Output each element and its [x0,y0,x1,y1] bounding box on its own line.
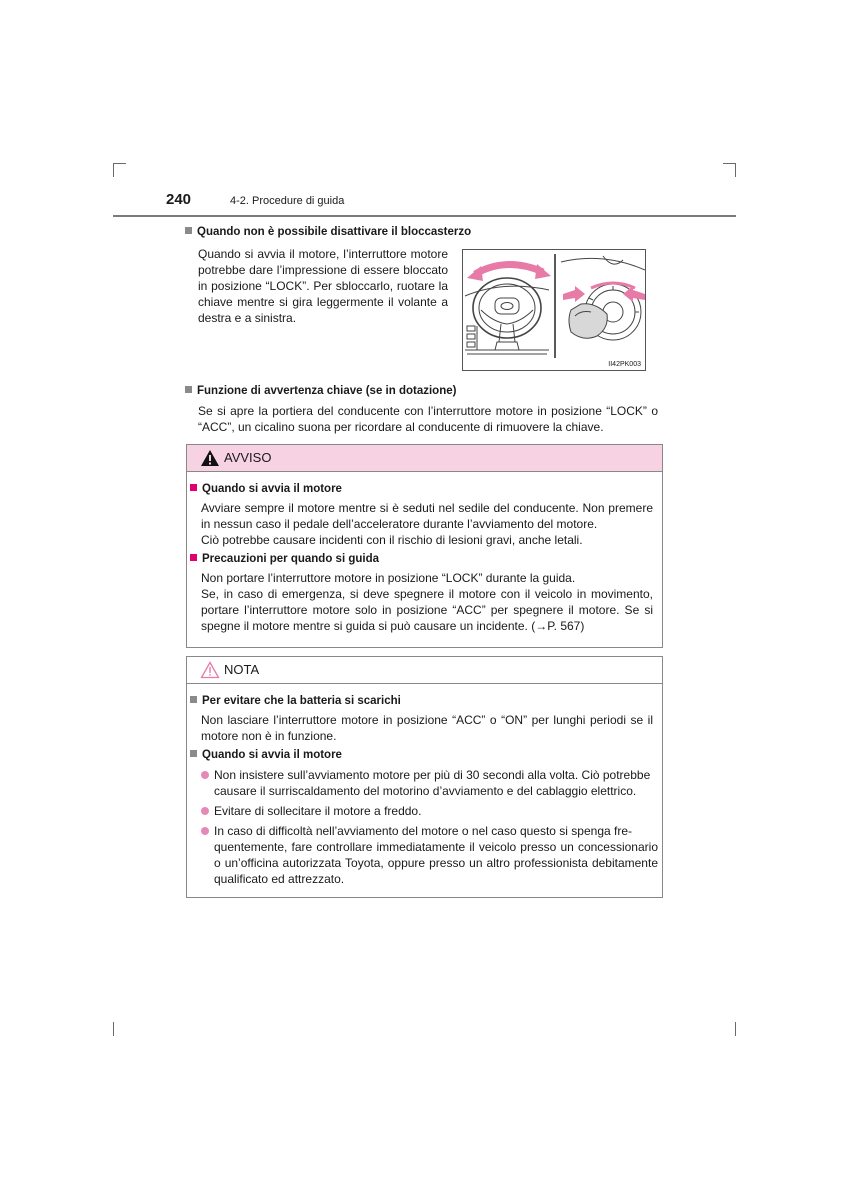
avviso-driving-line-4: spegne il motore mentre si guida si può causare un incidente. (→P. 567) [201,619,585,633]
magenta-square-marker [190,484,197,491]
avviso-driving-line-3: portare l’interruttore motore solo in posizione “ACC” per spegnere il motore. Se si [201,603,653,617]
nota-bullet-2-line-1 [201,803,421,819]
note-box-header [187,657,662,684]
avviso-driving-line-2: Se, in caso di emergenza, si deve spegnere il motore con il veicolo in movimento, [201,587,653,601]
pink-bullet-icon [201,807,209,815]
figure-code: II42PK003 [608,361,641,368]
nota-bullet-2-text: Evitare di sollecitare il motore a freddo. [214,804,422,818]
nota-bullet-1-text: Non insistere sull’avviamento motore per più di 30 secondi alla volta. Ciò potrebbe [214,768,651,782]
key-warning-line-1: Se si apre la portiera del conducente con l’interruttore motore in posizione “LOCK” o [198,404,658,418]
steering-key-drawing [463,250,646,371]
nota-bullet-3-text: In caso di difficoltà nell’avviamento del motore o nel caso questo si spenga fre- [214,824,633,838]
key-warning-heading [185,385,456,397]
crop-mark-top-left-h [113,163,126,164]
header-rule [113,215,736,217]
nota-bullet-3-line-3: o un’officina autorizzata Toyota, oppure presso un altro professionista debitamente [214,856,658,870]
section-title: 4-2. Procedure di guida [230,195,345,207]
nota-battery-title: Per evitare che la batteria si scarichi [202,695,401,707]
nota-start-heading [190,749,342,761]
nota-battery-line-1: Non lasciare l’interruttore motore in posizione “ACC” o “ON” per lunghi periodi se il [201,713,653,727]
steering-lock-line-5: destra e a sinistra. [198,311,297,325]
nota-bullet-3-line-1 [201,823,632,839]
key-warning-title: Funzione di avvertenza chiave (se in dotazione) [197,385,457,397]
avviso-driving-line-1: Non portare l’interruttore motore in posizione “LOCK” durante la guida. [201,571,576,585]
steering-wheel-illustration [462,249,646,371]
crop-mark-bottom-right [735,1022,736,1036]
crop-mark-top-right-h [723,163,736,164]
magenta-square-marker [190,554,197,561]
page-number: 240 [166,191,192,208]
gray-square-marker [190,750,197,757]
nota-bullet-3-line-4: qualificato ed attrezzato. [214,872,345,886]
avviso-driving-title: Precauzioni per quando si guida [202,553,379,565]
gray-square-marker [185,386,192,393]
nota-bullet-1-line-2: causare il surriscaldamento del motorino d’avviamento e del cablaggio elettrico. [214,784,637,798]
warning-box-title: AVVISO [224,450,272,465]
nota-bullet-3-line-2: quentemente, fare controllare immediatamente il veicolo presso un concessionario [214,840,658,854]
gray-square-marker [190,696,197,703]
note-box-title: NOTA [224,662,260,677]
avviso-start-line-3: Ciò potrebbe causare incidenti con il rischio di lesioni gravi, anche letali. [201,533,583,547]
warning-triangle-icon [200,449,220,467]
gray-square-marker [185,227,192,234]
warning-box-header [187,445,662,472]
pink-bullet-icon [201,827,209,835]
pink-bullet-icon [201,771,209,779]
avviso-driving-heading [190,553,379,565]
nota-start-title: Quando si avvia il motore [202,749,342,761]
nota-battery-heading [190,695,401,707]
nota-battery-line-2: motore non è in funzione. [201,729,337,743]
caution-triangle-icon [200,661,220,679]
steering-lock-line-4: chiave mentre si gira leggermente il volante a [198,295,448,309]
crop-mark-bottom-left [113,1022,114,1036]
steering-lock-line-1: Quando si avvia il motore, l’interruttore motore [198,247,448,261]
key-warning-line-2: “ACC”, un cicalino suona per ricordare al conducente di rimuovere la chiave. [198,420,604,434]
avviso-start-title: Quando si avvia il motore [202,483,342,495]
steering-lock-line-2: potrebbe dare l’impressione di essere bloccato [198,263,448,277]
crop-mark-top-right-v [735,163,736,177]
avviso-start-line-1: Avviare sempre il motore mentre si è seduti nel sedile del conducente. Non premere [201,501,653,515]
avviso-start-line-2: in nessun caso il pedale dell’acceleratore durante l’avviamento del motore. [201,517,598,531]
nota-bullet-1-line-1 [201,767,657,783]
steering-lock-title: Quando non è possibile disattivare il bloccasterzo [197,226,472,238]
crop-mark-top-left-v [113,163,114,177]
steering-lock-heading [185,226,471,238]
steering-lock-line-3: in posizione “LOCK”. Per sbloccarlo, ruotare la [198,279,448,293]
avviso-start-heading [190,483,342,495]
